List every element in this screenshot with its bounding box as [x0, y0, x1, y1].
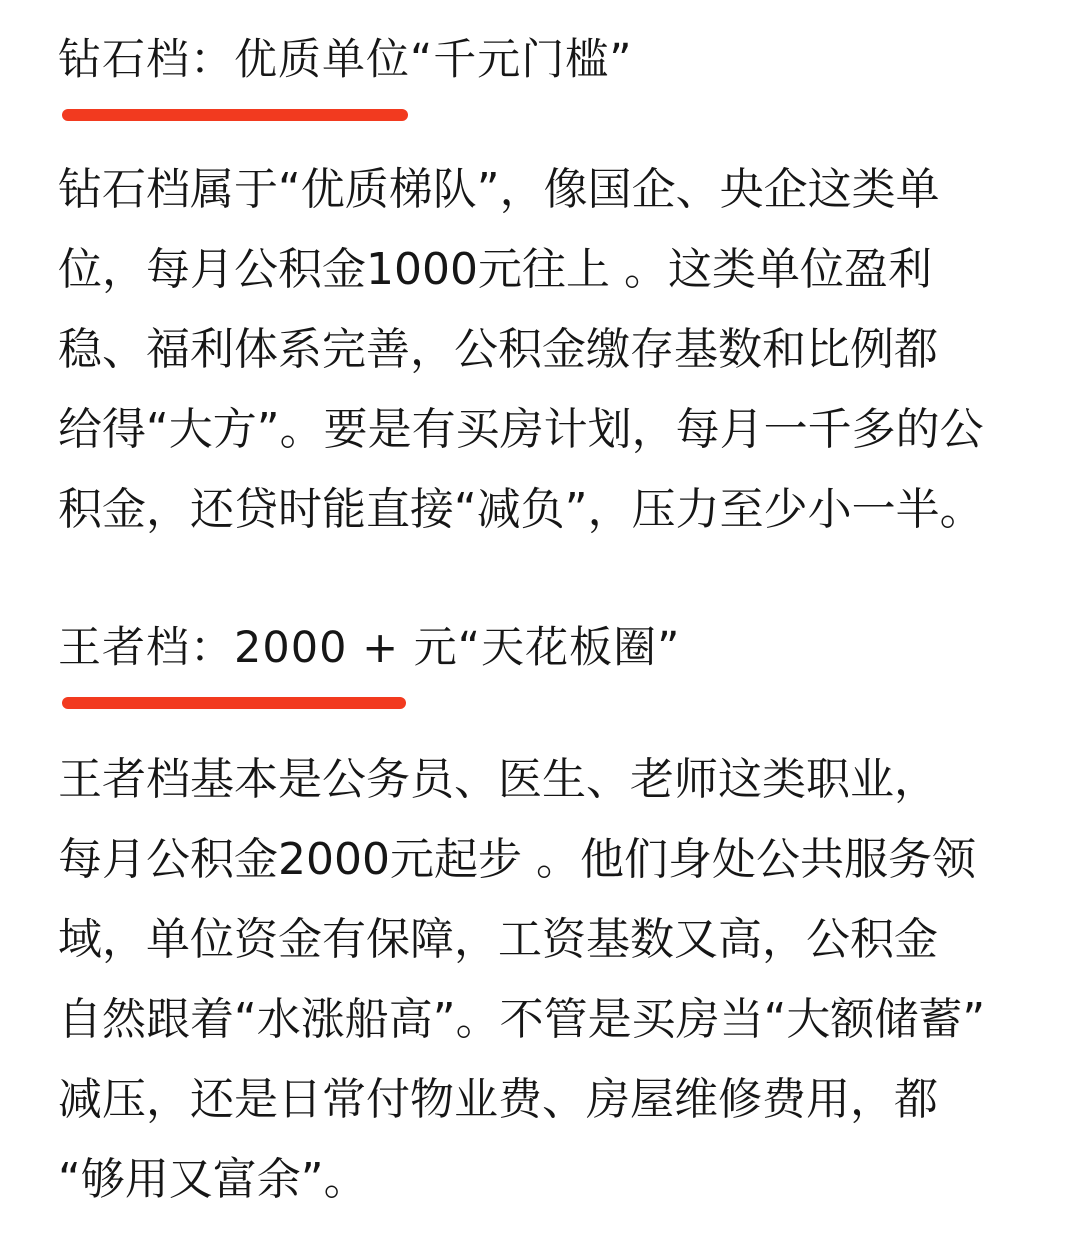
heading-underline: [62, 697, 406, 709]
paragraph-line: 给得“大方”。要是有买房计划，每月一千多的公: [58, 404, 984, 455]
paragraph-line: 减压，还是日常付物业费、房屋维修费用，都: [58, 1074, 938, 1125]
paragraph-line: 稳、福利体系完善，公积金缴存基数和比例都: [58, 324, 938, 375]
paragraph-line: 位，每月公积金1000元往上 。这类单位盈利: [58, 244, 932, 295]
section-heading-king-tier: 王者档：2000 + 元“天花板圈”: [58, 623, 681, 673]
paragraph-line: 域，单位资金有保障，工资基数又高，公积金: [58, 914, 938, 965]
section-heading-diamond-tier: 钻石档：优质单位“千元门槛”: [58, 35, 633, 85]
paragraph-line: 自然跟着“水涨船高”。不管是买房当“大额储蓄”: [58, 994, 986, 1045]
section-paragraph-king-tier: [58, 740, 1033, 1220]
paragraph-line: 每月公积金2000元起步 。他们身处公共服务领: [58, 834, 976, 885]
paragraph-line: 钻石档属于“优质梯队”，像国企、央企这类单: [58, 164, 940, 215]
section-paragraph-diamond-tier: [58, 150, 1033, 550]
paragraph-line: 王者档基本是公务员、医生、老师这类职业，: [58, 754, 938, 805]
paragraph-line: 积金，还贷时能直接“减负”，压力至少小一半。: [58, 484, 984, 535]
heading-underline: [62, 109, 408, 121]
paragraph-line: “够用又富余”。: [58, 1154, 368, 1205]
